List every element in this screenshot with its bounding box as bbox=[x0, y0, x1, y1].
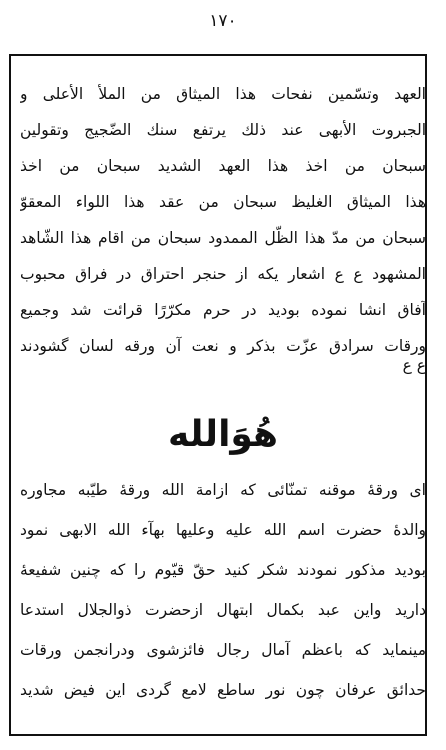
passage-bottom bbox=[20, 472, 426, 728]
text-line: حدائق عرفان چون نور ساطع لامع گردى اين فيض شديد bbox=[20, 681, 426, 699]
text-line: هذا الميثاق الغليظ سبحان من عقد هذا اللواء المعقوّ bbox=[20, 193, 426, 211]
passage-top bbox=[20, 76, 426, 406]
text-line: آفاق انشا نموده بوديد در حرم مكرّرًا قرائت شد وجميع bbox=[20, 301, 426, 319]
text-line: المشهود ع ع اشعار يكه از حنجر احتراق در فراق محبوب bbox=[20, 265, 426, 283]
text-line: العهد وتسّمين نفحات هذا الميثاق من الملأ الأعلى و bbox=[20, 85, 426, 103]
text-line: اى ورقهٔ موقنه تمنّائى كه ازامة الله ورقهٔ طيّبه مجاوره bbox=[20, 481, 426, 499]
text-line: داريد واين عبد بكمال ابتهال ازحضرت ذوالجلال استدعا bbox=[20, 601, 426, 619]
text-line: الجبروت الأبهى عند ذلك يرتفع سنك الضّجيج وتقولين bbox=[20, 121, 426, 139]
text-line: والدهٔ حضرت اسم الله عليه وعليها بهآء الله الابهى نمود bbox=[20, 521, 426, 539]
page-number: ۱۷۰ bbox=[209, 11, 237, 31]
text-line: ورقات سرادق عزّت بذكر و نعت آن ورقه لسان گشودند bbox=[20, 337, 426, 355]
text-line: بوديد مذكور نمودند شكر كنيد حقّ قيّوم را كه چنين شفيعهٔ bbox=[20, 561, 426, 579]
text-line: مينمايد كه باعظم آمال رجال فائزشوى ودرانجمن ورقات bbox=[20, 641, 426, 659]
invocation-heading: هُوَالله bbox=[168, 414, 278, 455]
text-line: سبحان من مدّ هذا الظّل الممدود سبحان من اقام هذا الشّاهد bbox=[20, 229, 426, 247]
text-line: سبحان من اخذ هذا العهد الشديد سبحان من اخذ bbox=[20, 157, 426, 175]
signature-line: ع ع bbox=[402, 356, 426, 374]
